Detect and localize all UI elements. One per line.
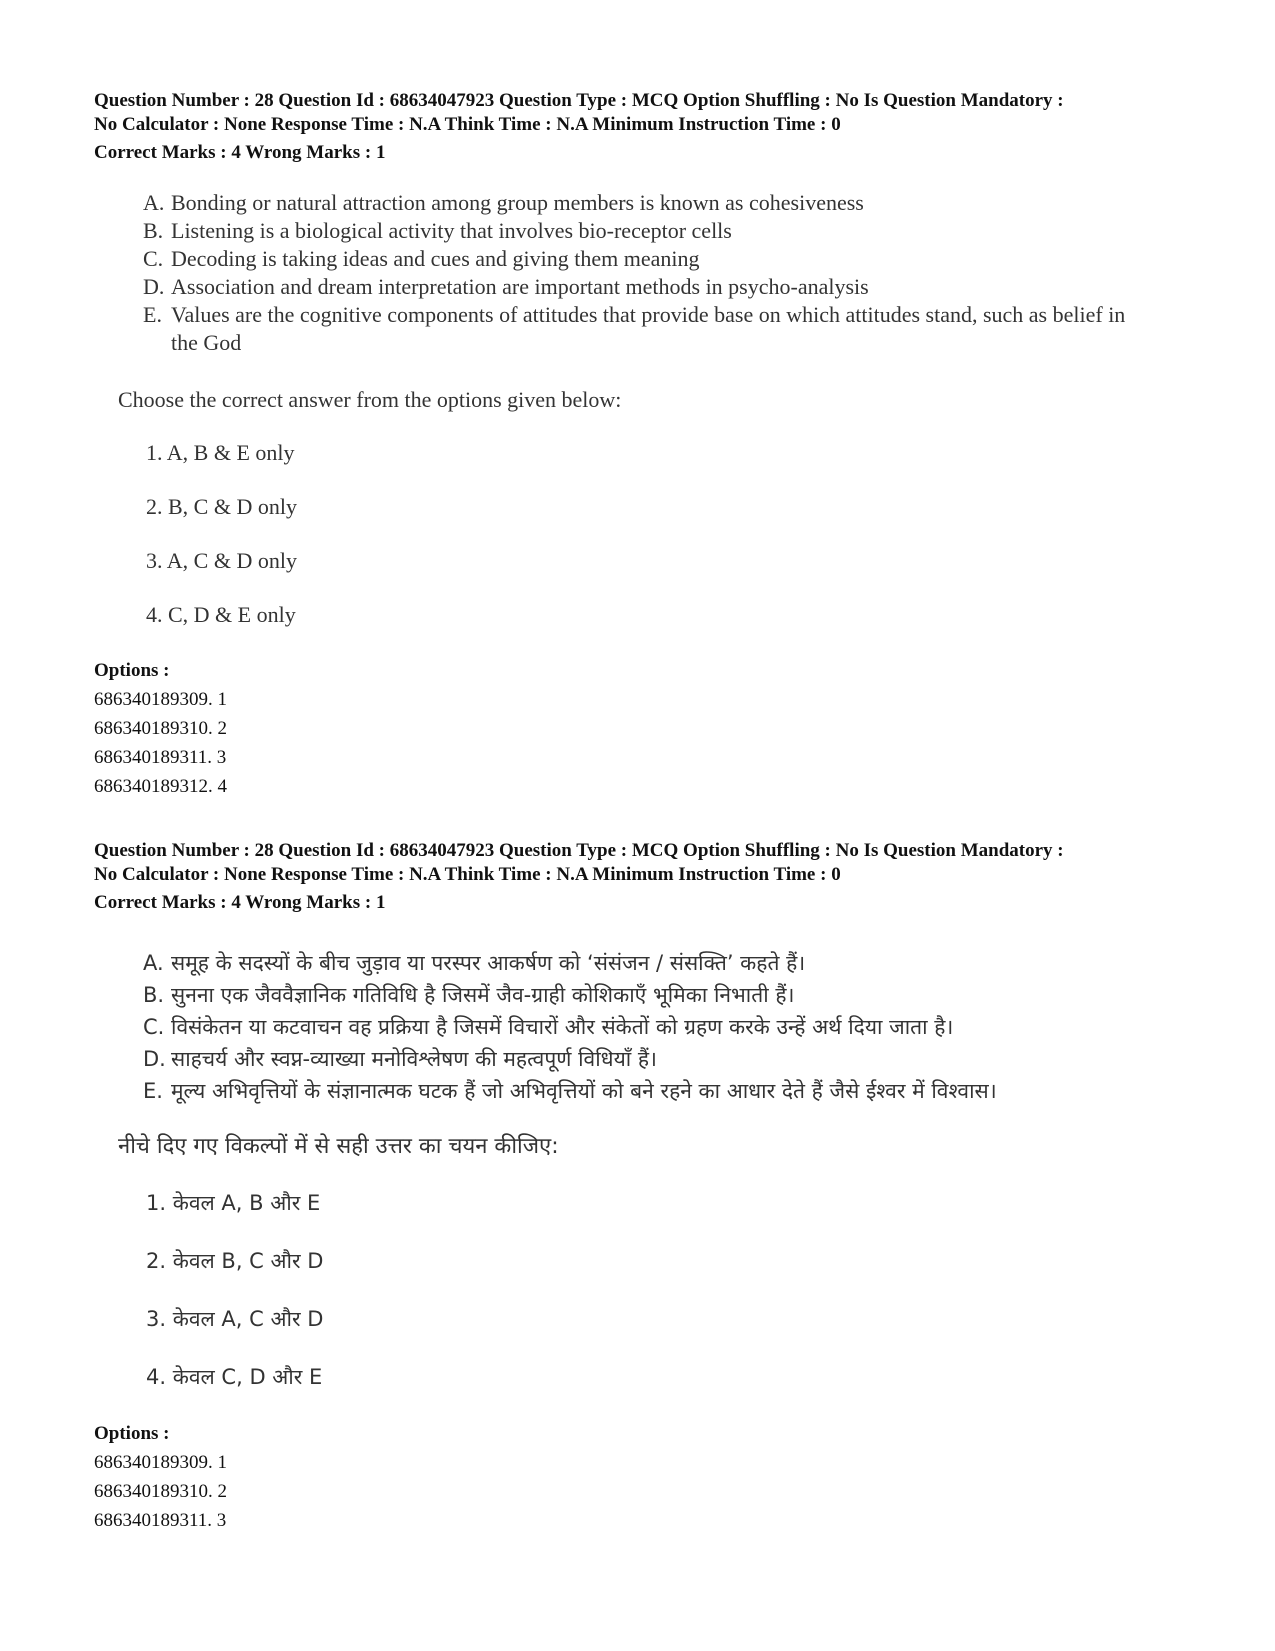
statement-text: Bonding or natural attraction among group members is known as cohesiveness xyxy=(171,190,864,215)
options-title: Options : xyxy=(94,660,170,681)
statement-label: E. xyxy=(143,1079,163,1103)
option-id-4: 686340189312. 4 xyxy=(94,776,227,797)
statement-label: D. xyxy=(143,1047,166,1071)
statement-label: C. xyxy=(143,1015,165,1039)
option-id-3: 686340189311. 3 xyxy=(94,1510,227,1531)
choice-1: 1. केवल A, B और E xyxy=(146,1191,321,1215)
option-id-1: 686340189309. 1 xyxy=(94,689,227,710)
statement-label: B. xyxy=(143,218,164,243)
answer-prompt: Choose the correct answer from the options given below: xyxy=(118,387,622,412)
choice-3: 3. केवल A, C और D xyxy=(146,1307,324,1331)
question-header xyxy=(94,839,1194,887)
marks-line: Correct Marks : 4 Wrong Marks : 1 xyxy=(94,142,386,163)
choice-3: 3. A, C & D only xyxy=(146,548,297,573)
statement-text: सुनना एक जैववैज्ञानिक गतिविधि है जिसमें जैव-ग्राही कोशिकाएँ भूमिका निभाती हैं। xyxy=(171,983,795,1007)
statement-text: मूल्य अभिवृत्तियों के संज्ञानात्मक घटक हैं जो अभिवृत्तियों को बने रहने का आधार देते हैं जैसे ईश्वर में विश्वास। xyxy=(171,1079,997,1103)
statement-text: Values are the cognitive components of attitudes that provide base on which attitudes stand, such as belief in the God xyxy=(171,302,1126,355)
choice-2: 2. केवल B, C और D xyxy=(146,1249,324,1273)
statement-text: समूह के सदस्यों के बीच जुड़ाव या परस्पर आकर्षण को ‘संसंजन / संसक्ति’ कहते हैं। xyxy=(171,951,806,975)
options-title: Options : xyxy=(94,1423,170,1444)
statement-label: B. xyxy=(143,983,165,1007)
statement-text: साहचर्य और स्वप्न-व्याख्या मनोविश्लेषण की महत्वपूर्ण विधियाँ हैं। xyxy=(171,1047,657,1071)
choice-4: 4. C, D & E only xyxy=(146,602,296,627)
statement-label: D. xyxy=(143,274,165,299)
marks-line: Correct Marks : 4 Wrong Marks : 1 xyxy=(94,892,386,913)
question-header xyxy=(94,89,1194,137)
statement-a xyxy=(143,189,1143,217)
choice-2: 2. B, C & D only xyxy=(146,494,297,519)
statement-c xyxy=(143,245,1143,273)
choice-4: 4. केवल C, D और E xyxy=(146,1365,323,1389)
statement-c xyxy=(143,1011,1233,1043)
statement-a xyxy=(143,947,1233,979)
statement-e xyxy=(143,301,1143,357)
header-line-2: No Calculator : None Response Time : N.A Think Time : N.A Minimum Instruction Time : 0 xyxy=(94,114,841,135)
statement-text: Decoding is taking ideas and cues and giving them meaning xyxy=(171,246,700,271)
option-id-2: 686340189310. 2 xyxy=(94,1481,227,1502)
choice-1: 1. A, B & E only xyxy=(146,440,295,465)
option-id-3: 686340189311. 3 xyxy=(94,747,227,768)
statement-list xyxy=(143,947,1233,1107)
statement-label: A. xyxy=(143,951,164,975)
header-line-2: No Calculator : None Response Time : N.A Think Time : N.A Minimum Instruction Time : 0 xyxy=(94,864,841,885)
header-line-1: Question Number : 28 Question Id : 68634047923 Question Type : MCQ Option Shuffling : No Is Question Mandatory : xyxy=(94,90,1064,111)
statement-text: Listening is a biological activity that involves bio-receptor cells xyxy=(171,218,732,243)
statement-d xyxy=(143,1043,1233,1075)
statement-list xyxy=(143,189,1143,357)
statement-e xyxy=(143,1075,1233,1107)
statement-b xyxy=(143,217,1143,245)
statement-text: विसंकेतन या कटवाचन वह प्रक्रिया है जिसमें विचारों और संकेतों को ग्रहण करके उन्हें अर्थ दिया जाता है। xyxy=(171,1015,954,1039)
statement-b xyxy=(143,979,1233,1011)
statement-label: C. xyxy=(143,246,164,271)
header-line-1: Question Number : 28 Question Id : 68634047923 Question Type : MCQ Option Shuffling : No Is Question Mandatory : xyxy=(94,840,1064,861)
option-id-1: 686340189309. 1 xyxy=(94,1452,227,1473)
option-id-2: 686340189310. 2 xyxy=(94,718,227,739)
statement-d xyxy=(143,273,1143,301)
statement-label: E. xyxy=(143,302,162,327)
statement-label: A. xyxy=(143,190,165,215)
statement-text: Association and dream interpretation are important methods in psycho-analysis xyxy=(171,274,869,299)
answer-prompt: नीचे दिए गए विकल्पों में से सही उत्तर का चयन कीजिए: xyxy=(118,1134,559,1159)
